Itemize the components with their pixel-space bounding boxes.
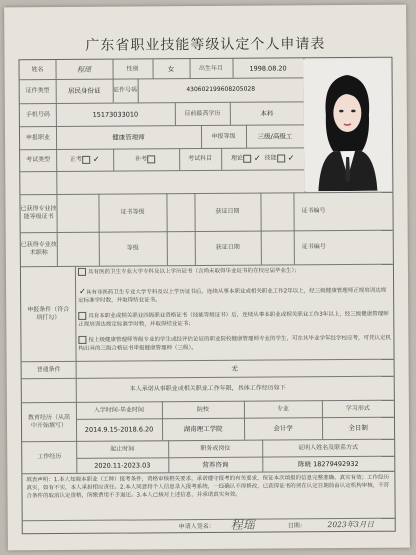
condition-item-2[interactable]: ✓具有非医药卫生专业大学专科及以上学历证书后，连续从事本职业或相关职业工作2年以上，经三级健康管理师正规培训达规定标准学时数，并取得结业证书。 xyxy=(78,286,387,304)
id-type-value: 居民身份证 xyxy=(67,86,101,95)
application-paper xyxy=(4,5,410,551)
sign-date-value: 2023年3月日 xyxy=(327,519,374,529)
form-title: 广东省职业技能等级认定个人申请表 xyxy=(85,36,326,54)
id-number-value: 430602199608205028 xyxy=(186,85,256,94)
applicant-photo xyxy=(303,59,391,192)
work-col-time: 起止时间 xyxy=(110,445,135,453)
level-label: 申报等级 xyxy=(211,132,236,140)
edu-col-time: 入学时间-毕业时间 xyxy=(93,405,145,414)
cert-date-label: 获证日期 xyxy=(215,207,240,215)
cert-level-label: 证书等级 xyxy=(120,208,145,216)
condition-checkbox-4[interactable] xyxy=(78,336,86,344)
check-mark-icon: ✓ xyxy=(79,286,86,296)
work-history-label: 工作经历 xyxy=(37,453,62,461)
id-number-label: 证件号码 xyxy=(113,86,138,94)
work-col-ref: 证明人姓名及联系方式 xyxy=(298,443,359,451)
check-mark-icon: ✓ xyxy=(287,153,295,163)
gender-value: 女 xyxy=(167,64,175,73)
exam-subject-options[interactable]: 理论 ✓ 技能 ✓ xyxy=(230,153,295,163)
cert-no-label: 证书编号 xyxy=(301,207,326,215)
work-unit-value: 营养咨询 xyxy=(202,460,229,469)
condition-item-1[interactable]: 具有医药卫生专业大学专科及以上学历证书（含尚未取得毕业证书的在校应届毕业生）； xyxy=(75,266,391,288)
check-mark-icon: ✓ xyxy=(92,154,100,164)
exam-type-checkbox-2[interactable] xyxy=(147,155,155,163)
edu-col-form: 学习形式 xyxy=(345,404,370,412)
applicant-sign-label: 申请人签名： xyxy=(178,522,215,530)
exam-subject-checkbox-2[interactable] xyxy=(277,154,285,162)
rank-date-label: 获证日期 xyxy=(215,243,240,251)
check-mark-icon: ✓ xyxy=(253,153,261,163)
exam-type-option-1[interactable]: 正考 ✓ xyxy=(69,154,100,164)
edu-major-value: 会计学 xyxy=(273,424,293,433)
applicant-signature: 程瑶 xyxy=(230,517,255,532)
condition-checkbox-1[interactable] xyxy=(78,268,86,276)
form-table xyxy=(18,57,395,535)
phone-label: 手机号码 xyxy=(25,110,50,118)
conditions-label: 申报条件（符合项打勾） xyxy=(27,305,70,321)
edu-form-value: 全日制 xyxy=(348,423,368,433)
education-value: 本科 xyxy=(260,109,274,118)
education-history-label: 教育经历（从高中开始填写） xyxy=(27,413,70,429)
sign-date-label: 日期： xyxy=(287,521,306,529)
exam-subject-label: 考试科目 xyxy=(188,154,213,163)
gender-label: 性别 xyxy=(126,64,139,73)
category-value: 无 xyxy=(231,364,238,373)
portrait-image xyxy=(303,59,391,192)
rank-no-label: 证书编号 xyxy=(301,243,326,251)
condition-item-3[interactable]: 具有本职业或相关职业四级职业资格证书（技能等级证书）后，连续从事本职业或相关职业工作3年以上，经三级健康管理师正规培训达规定标准学时数，并取得结业证书； xyxy=(78,311,389,328)
cert-label: 已获得专业技能等级证书 xyxy=(20,205,57,221)
work-time-value: 2020.11-2023.03 xyxy=(94,460,151,470)
condition-checkbox-3[interactable] xyxy=(78,312,86,320)
condition-item-4[interactable]: 按上级健康管理师等级专业的学生或经评估论证的职业院校健康管理师专业的学生，可在其毕业学年经学校应考，可凭认定机构出具的三级合格证书申报健康管理师（三级）。 xyxy=(78,335,391,352)
work-col-unit: 职务或岗位 xyxy=(200,444,231,452)
level-value: 三级/高级工 xyxy=(257,131,293,141)
name-value: 程瑶 xyxy=(77,65,92,74)
phone-value: 15173033010 xyxy=(92,109,139,119)
exam-type-option-2[interactable]: 补考 xyxy=(113,148,179,170)
occupation-label: 申报职业 xyxy=(25,133,51,141)
name-label: 姓名 xyxy=(31,65,44,73)
exam-subject-checkbox-1[interactable] xyxy=(243,155,251,163)
rank-label: 已获得专业技术职称 xyxy=(20,241,57,257)
work-banner: 本人承诺从事职业或相关职业工作年限，具体工作经历如下 xyxy=(129,384,286,393)
work-ref-value: 陈晓 18279492932 xyxy=(297,459,359,468)
declaration-text: 填表声明：1.本人知晓本职业（工种）报考条件，资格审核相关要求，承诺遵守报考的有关要求，保证本次填报的信息完整准确、真实有效；工作经历真实，如有不实，本人承担相应责任。2.本人同意将个人信息录入报考系统，一经确认不得修改，已获得证书的须在认定日期前由认定机构审核，不符合条件的取消认定资格，所缴费用不予退还。3.本人已核对上述信息，并承诺真实有效。 xyxy=(26,474,390,500)
exam-type-checkbox-1[interactable] xyxy=(82,156,90,164)
exam-type-label: 考试类型 xyxy=(26,156,51,164)
education-label: 目前最高学历 xyxy=(184,109,221,117)
edu-time-value: 2014.9.15-2018.6.20 xyxy=(84,425,154,434)
edu-school-value: 湖南理工学院 xyxy=(183,424,223,434)
edu-col-major: 专业 xyxy=(276,404,289,413)
rank-level-label: 等级 xyxy=(126,244,139,252)
category-label: 普通条件 xyxy=(36,365,61,373)
edu-col-school: 院校 xyxy=(196,405,209,413)
birth-label: 出生年月 xyxy=(198,64,224,72)
occupation-value: 健康管理师 xyxy=(112,132,145,142)
birth-value: 1998.08.20 xyxy=(249,63,287,73)
id-type-label: 证件类型 xyxy=(25,87,50,95)
